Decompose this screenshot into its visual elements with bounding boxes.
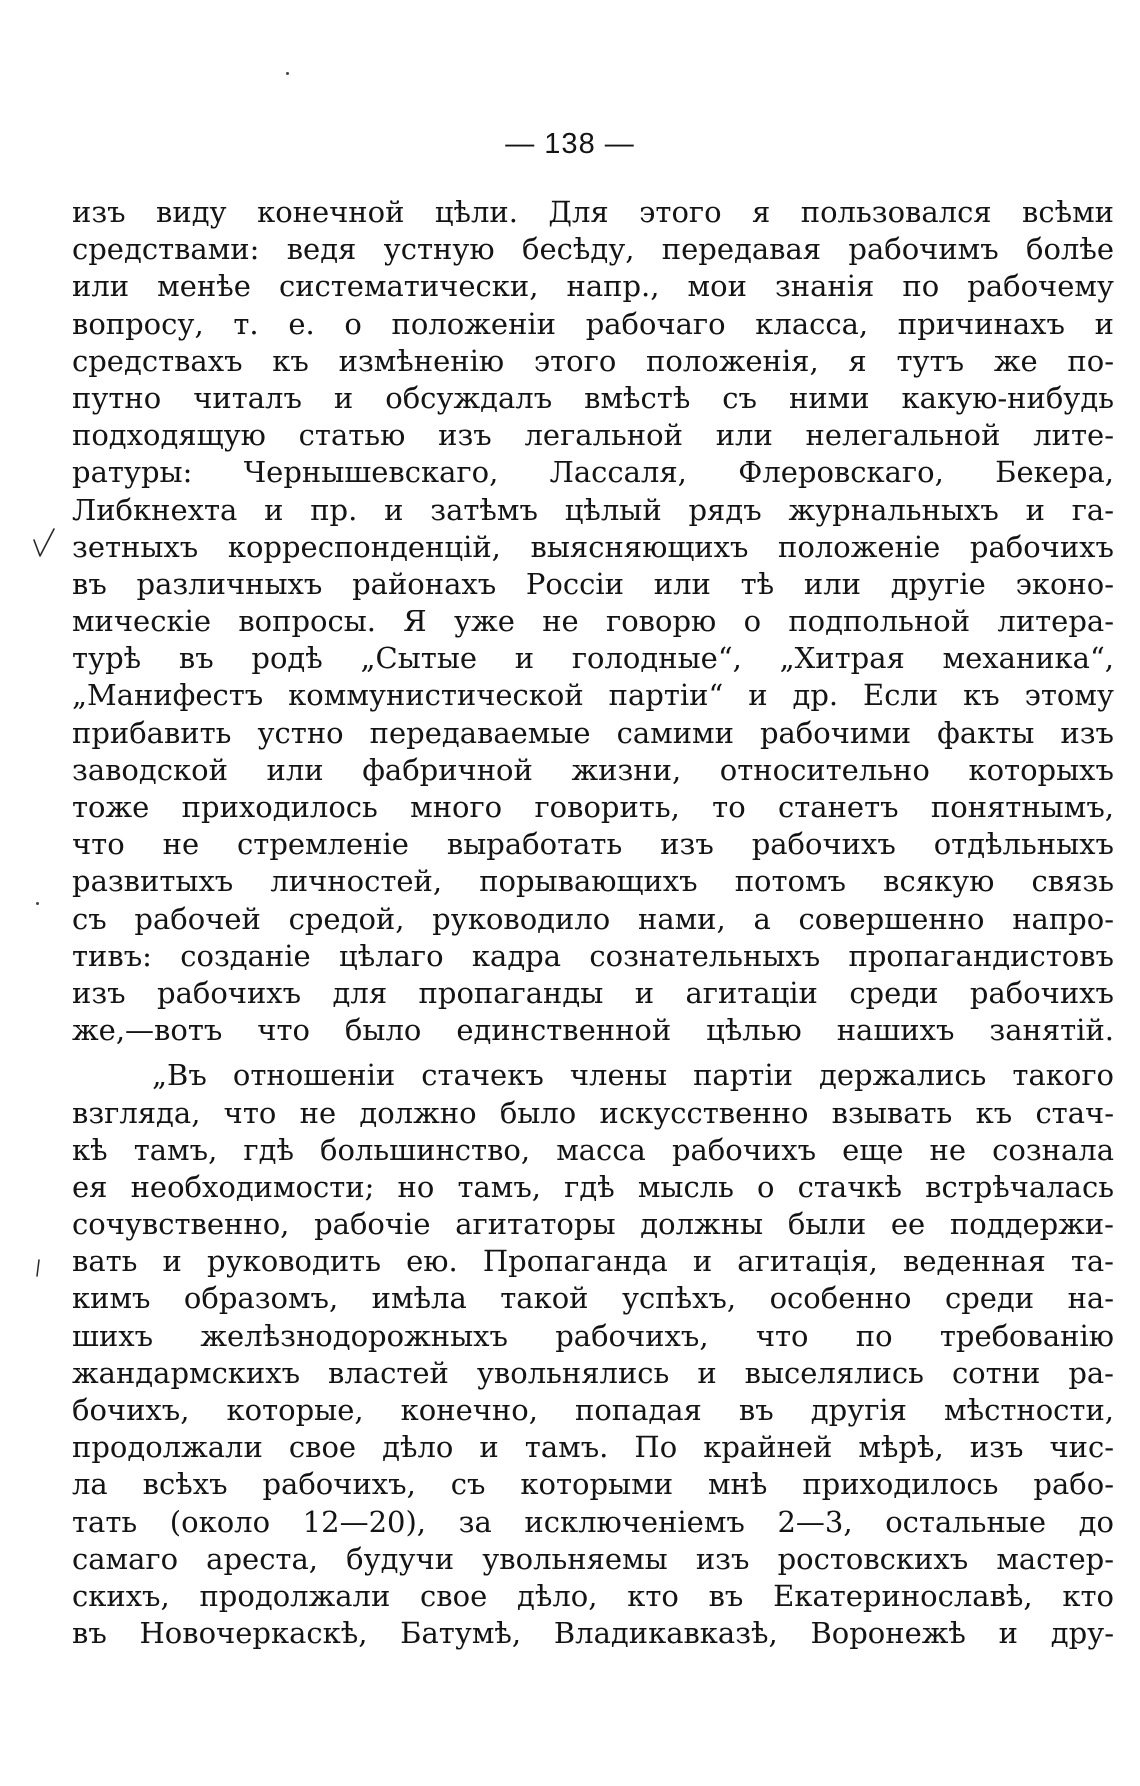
body-text	[72, 194, 1114, 1652]
text-line: зетныхъ корреспонденцій, выясняющихъ положеніе рабочихъ	[72, 529, 1114, 564]
text-line: ла всѣхъ рабочихъ, съ которыми мнѣ приходилось рабо-	[72, 1467, 1114, 1502]
text-line: бочихъ, которые, конечно, попадая въ другія мѣстности,	[72, 1393, 1114, 1427]
text-line: путно читалъ и обсуждалъ вмѣстѣ съ ними какую-нибудь	[72, 380, 1114, 415]
text-line: средствахъ къ измѣненію этого положенія, я тутъ же по-	[72, 343, 1114, 378]
text-line: продолжали свое дѣло и тамъ. По крайней мѣрѣ, изъ чис-	[72, 1430, 1114, 1465]
text-line: или менѣе систематически, напр., мои знанія по рабочему	[72, 269, 1114, 304]
text-line: что не стремленіе выработать изъ рабочихъ отдѣльныхъ	[72, 827, 1114, 862]
text-line: жандармскихъ властей увольнялись и выселялись сотни ра-	[72, 1355, 1114, 1390]
tick-mark-icon	[34, 1258, 42, 1278]
text-line: вать и руководить ею. Пропаганда и агитація, веденная та-	[72, 1244, 1114, 1279]
text-line: скихъ, продолжали свое дѣло, кто въ Екатеринославѣ, кто	[72, 1578, 1114, 1613]
text-line: Либкнехта и пр. и затѣмъ цѣлый рядъ журнальныхъ и га-	[72, 492, 1114, 527]
text-line: ея необходимости; но тамъ, гдѣ мысль о стачкѣ встрѣчалась	[72, 1169, 1114, 1204]
text-line: кимъ образомъ, имѣла такой успѣхъ, особенно среди на-	[72, 1281, 1114, 1316]
text-line: „Въ отношеніи стачекъ члены партіи держались такого	[152, 1058, 1114, 1093]
text-line: развитыхъ личностей, порывающихъ потомъ всякую связь	[72, 864, 1114, 899]
text-line: съ рабочей средой, руководило нами, а совершенно напро-	[72, 901, 1114, 936]
text-line: тоже приходилось много говорить, то станетъ понятнымъ,	[72, 790, 1114, 824]
paper-speck	[36, 902, 39, 905]
check-mark-icon	[32, 526, 58, 560]
text-line: сочувственно, рабочіе агитаторы должны были ее поддержи-	[72, 1207, 1114, 1242]
text-line: подходящую статью изъ легальной или нелегальной лите-	[72, 418, 1114, 453]
text-line: турѣ въ родѣ „Сытые и голодные“, „Хитрая механика“,	[72, 641, 1114, 676]
paper-speck	[286, 72, 289, 75]
paragraph-2	[72, 1057, 1114, 1652]
text-line: кѣ тамъ, гдѣ большинство, масса рабочихъ еще не сознала	[72, 1132, 1114, 1167]
text-line: заводской или фабричной жизни, относительно которыхъ	[72, 752, 1114, 787]
text-line: мическіе вопросы. Я уже не говорю о подпольной литера-	[72, 604, 1114, 639]
page-number: — 138 —	[505, 128, 635, 160]
text-line: вопросу, т. е. о положеніи рабочаго класса, причинахъ и	[72, 306, 1114, 341]
text-line: въ различныхъ районахъ Россіи или тѣ или другіе эконо-	[72, 566, 1114, 601]
text-line: же,—вотъ что было единственной цѣлью нашихъ занятій.	[72, 1013, 1114, 1048]
text-line: прибавить устно передаваемые самими рабочими факты изъ	[72, 715, 1114, 750]
paragraph-1	[72, 194, 1114, 1049]
text-line: тать (около 12—20), за исключеніемъ 2—3, остальные до	[72, 1504, 1114, 1539]
text-line: самаго ареста, будучи увольняемы изъ ростовскихъ мастер-	[72, 1541, 1114, 1576]
text-line: тивъ: созданіе цѣлаго кадра сознательныхъ пропагандистовъ	[72, 938, 1114, 973]
text-line: ратуры: Чернышевскаго, Лассаля, Флеровскаго, Бекера,	[72, 455, 1114, 490]
text-line: шихъ желѣзнодорожныхъ рабочихъ, что по требованію	[72, 1318, 1114, 1353]
text-line: „Манифестъ коммунистической партіи“ и др. Если къ этому	[72, 678, 1114, 713]
text-line: взгляда, что не должно было искусственно взывать къ стач-	[72, 1095, 1114, 1130]
text-line: изъ виду конечной цѣли. Для этого я пользовался всѣми	[72, 195, 1114, 229]
text-line: средствами: ведя устную бесѣду, передавая рабочимъ болѣе	[72, 232, 1114, 267]
text-line: изъ рабочихъ для пропаганды и агитаціи среди рабочихъ	[72, 975, 1114, 1010]
text-line: въ Новочеркаскѣ, Батумѣ, Владикавказѣ, Воронежѣ и дру-	[72, 1616, 1114, 1651]
